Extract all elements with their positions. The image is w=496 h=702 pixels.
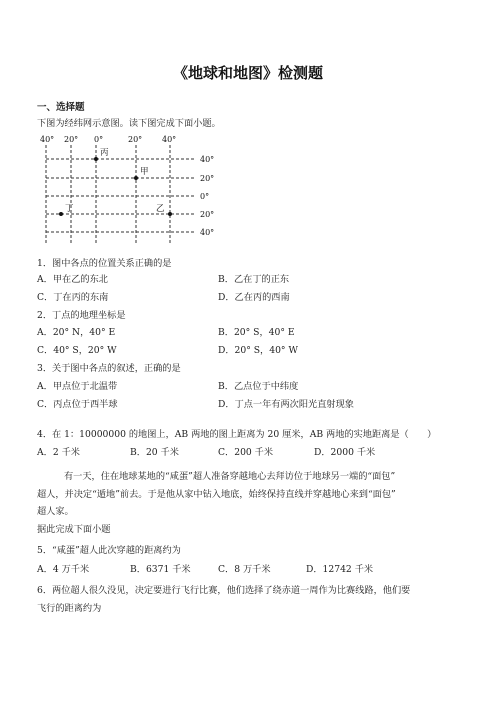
point-yi-label: 乙 — [156, 204, 165, 214]
point-ding-label: 丁 — [65, 204, 74, 214]
option: C．丙点位于西半球 — [37, 399, 118, 410]
lon-label: 40° — [40, 135, 55, 144]
question-stem: 5．“咸蛋”超人此次穿越的距离约为 — [37, 545, 181, 556]
question-stem: 1．图中各点的位置关系正确的是 — [37, 258, 172, 269]
question-stem-cont: 飞行的距离约为 — [37, 603, 102, 614]
passage-lead: 据此完成下面小题 — [37, 524, 111, 535]
lat-label: 40° — [200, 228, 215, 237]
option: D．12742 千米 — [306, 564, 374, 575]
option: A．4 万千米 — [37, 564, 90, 575]
option: A．2 千米 — [37, 447, 80, 458]
page-title: 《地球和地图》检测题 — [172, 64, 323, 82]
option: B．乙在丁的正东 — [218, 274, 290, 285]
question-stem: 4．在 1：10000000 的地图上，AB 两地的图上距离为 20 厘米，AB 两地的实地距离是（ ） — [37, 429, 437, 440]
point-yi-marker — [168, 212, 172, 216]
point-bing-label: 丙 — [100, 148, 109, 158]
lat-label: 20° — [200, 174, 215, 183]
lon-label: 20° — [128, 135, 143, 144]
option: B．20° S，40° E — [218, 327, 295, 338]
passage-line: 超人，并决定“遁地”前去。于是他从家中钻入地底，始终保持直线并穿越地心来到“面包” — [37, 489, 396, 500]
lon-label: 40° — [162, 135, 177, 144]
option: A．甲点位于北温带 — [37, 381, 118, 392]
option: D．20° S，40° W — [218, 345, 298, 356]
lat-label: 20° — [200, 210, 215, 219]
lat-label: 40° — [200, 155, 215, 164]
option: B．20 千米 — [130, 447, 179, 458]
lon-label: 20° — [64, 135, 79, 144]
option: D．2000 千米 — [314, 447, 376, 458]
passage-line: 超人家。 — [37, 506, 74, 517]
question-stem: 3．关于图中各点的叙述，正确的是 — [37, 363, 181, 374]
option: C．200 千米 — [218, 447, 274, 458]
option: C．40° S，20° W — [37, 345, 117, 356]
lat-label: 0° — [200, 192, 210, 201]
question-stem: 2．丁点的地理坐标是 — [37, 310, 126, 321]
option: A．甲在乙的东北 — [37, 274, 108, 285]
section-heading: 一、选择题 — [37, 102, 85, 113]
graticule-figure — [36, 133, 226, 253]
option: C．8 万千米 — [218, 564, 271, 575]
point-ding-marker — [59, 212, 63, 216]
lon-label: 0° — [94, 135, 104, 144]
option: B．乙点位于中纬度 — [218, 381, 299, 392]
option: D．丁点一年有两次阳光直射现象 — [218, 399, 354, 410]
question-stem: 6．两位超人很久没见，决定要进行飞行比赛，他们选择了绕赤道一周作为比赛线路，他们要 — [37, 585, 411, 596]
passage-line: 有一天，住在地球某地的“咸蛋”超人准备穿越地心去拜访位于地球另一端的“面包” — [64, 471, 396, 482]
point-jia-label: 甲 — [140, 167, 149, 177]
option: D．乙在丙的西南 — [218, 292, 290, 303]
option: C．丁在丙的东南 — [37, 292, 109, 303]
point-jia-marker — [134, 176, 138, 180]
point-bing-marker — [94, 157, 98, 161]
option: B．6371 千米 — [130, 564, 191, 575]
intro-text: 下图为经纬网示意图。读下图完成下面小题。 — [37, 118, 221, 129]
option: A．20° N，40° E — [37, 327, 116, 338]
